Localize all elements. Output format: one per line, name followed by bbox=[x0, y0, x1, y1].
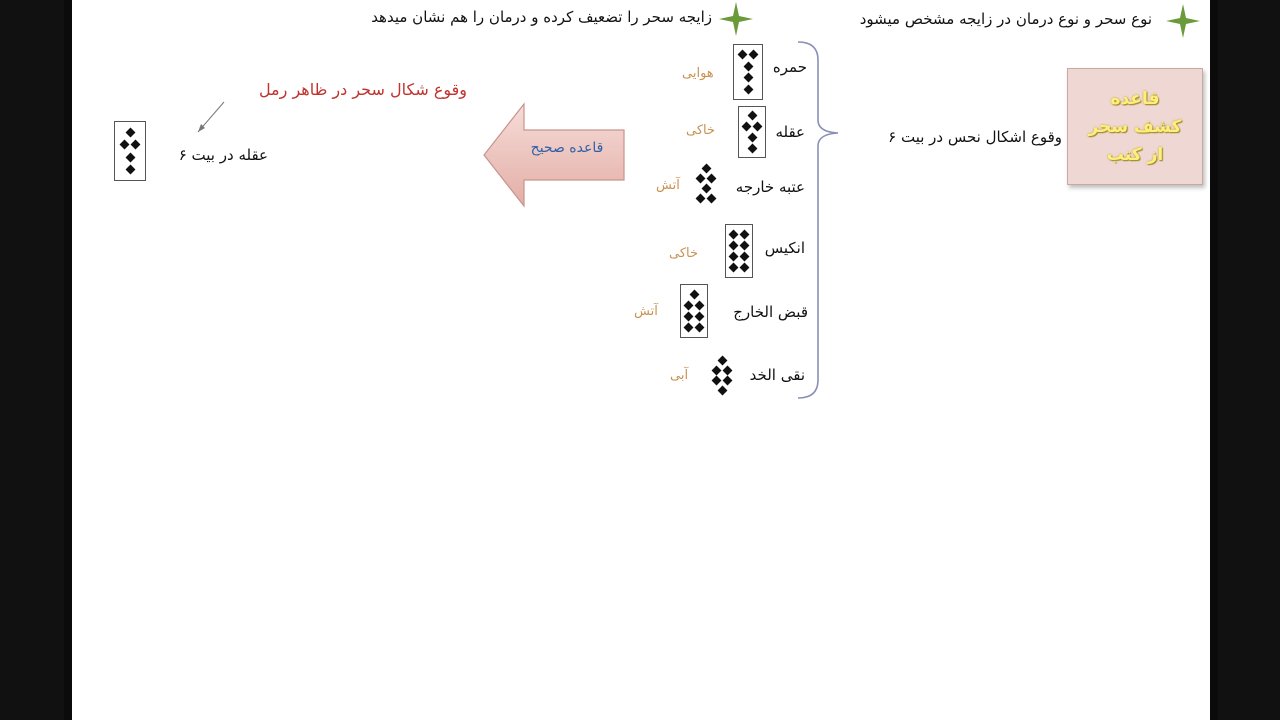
figure-card-qabz-kharij bbox=[680, 284, 708, 338]
figure-name: حمره bbox=[772, 58, 807, 76]
figure-card-ankis bbox=[725, 224, 753, 278]
figure-name: نقی الخد bbox=[749, 366, 805, 384]
figure-name: عقله bbox=[775, 123, 805, 141]
rule-box-line-3: از کتب bbox=[1106, 144, 1164, 165]
figure-name: انکیس bbox=[764, 239, 805, 257]
element-label: آتش bbox=[634, 304, 658, 319]
result-figure-card bbox=[114, 121, 146, 181]
star-bullet-icon bbox=[1166, 4, 1200, 38]
element-label: هوایی bbox=[682, 66, 714, 81]
header-line-2: زایجه سحر را تضعیف کرده و درمان را هم نشان میدهد bbox=[371, 8, 712, 26]
sand-caption: وقوع شکال سحر در ظاهر رمل bbox=[258, 80, 467, 99]
bracket-label: وقوع اشکال نحس در بیت ۶ bbox=[888, 128, 1062, 146]
figure-name: قبض الخارج bbox=[733, 303, 808, 321]
pointer-arrow bbox=[192, 98, 232, 138]
figure-card-uqla bbox=[738, 106, 766, 158]
rule-box bbox=[1067, 68, 1203, 185]
element-label: خاکی bbox=[686, 123, 716, 138]
rule-box-line-2: کشف سحر bbox=[1088, 116, 1182, 137]
figure-name: عتبه خارجه bbox=[735, 178, 805, 196]
correct-rule-label: قاعده صحیح bbox=[530, 140, 604, 156]
figure-card-ataba-kharija bbox=[692, 160, 720, 206]
right-frame-edge bbox=[1210, 0, 1218, 720]
element-label: خاکی bbox=[669, 246, 699, 261]
figure-card-hamra bbox=[733, 44, 763, 100]
element-label: آتش bbox=[656, 178, 680, 193]
left-frame-edge bbox=[64, 0, 72, 720]
header-line-1: نوع سحر و نوع درمان در زایجه مشخص میشود bbox=[859, 10, 1152, 28]
curly-bracket bbox=[790, 40, 840, 402]
result-label: عقله در بیت ۶ bbox=[178, 146, 268, 164]
figure-card-naqi-khadd bbox=[708, 352, 736, 398]
rule-box-line-1: قاعده bbox=[1110, 88, 1160, 109]
star-bullet-icon bbox=[719, 2, 753, 36]
element-label: آبی bbox=[670, 368, 689, 383]
slide-canvas bbox=[72, 0, 1210, 720]
